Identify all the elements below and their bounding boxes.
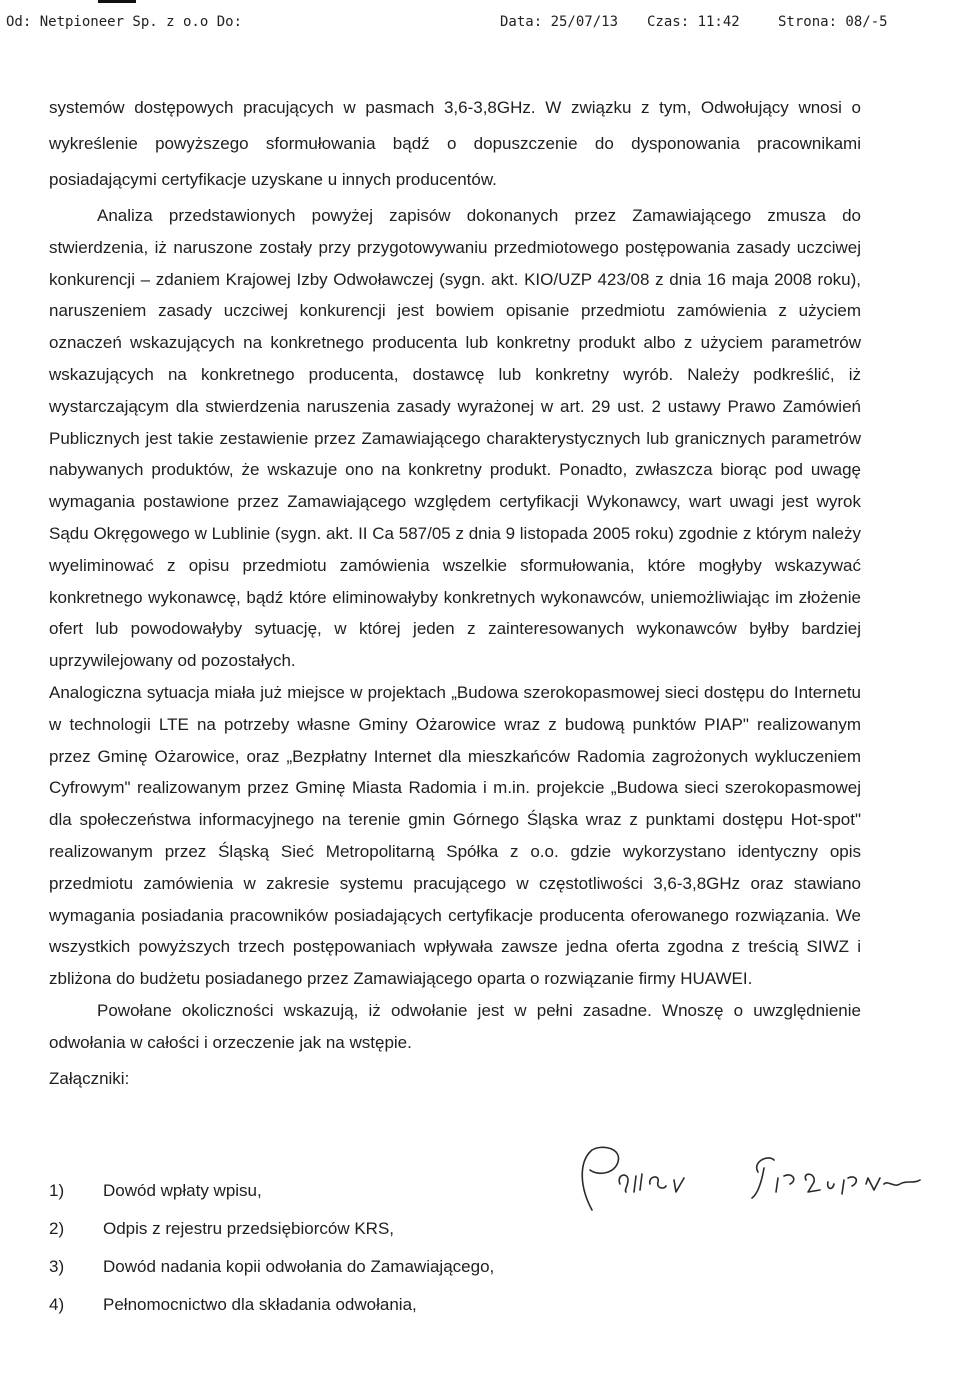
list-item bbox=[49, 1210, 494, 1248]
list-item-number: 2) bbox=[49, 1219, 65, 1238]
list-item-text: Odpis z rejestru przedsiębiorców KRS, bbox=[103, 1219, 395, 1238]
fax-header bbox=[0, 14, 960, 36]
handwritten-signature bbox=[562, 1140, 932, 1220]
fax-edge-mark bbox=[98, 0, 136, 3]
list-item-text: Dowód nadania kopii odwołania do Zamawiającego, bbox=[103, 1257, 495, 1276]
list-item-number: 1) bbox=[49, 1181, 65, 1200]
list-item bbox=[49, 1172, 494, 1210]
attachments-heading: Załączniki: bbox=[49, 1068, 130, 1088]
paragraph-analogous: Analogiczna sytuacja miała już miejsce w projektach „Budowa szerokopasmowej sieci dostępu do Internetu w technologii LTE na potrzeby własne Gminy Ożarowice wraz z budową punktów PIAP" realizowanym przez Gminę Ożarowice, oraz „Bezpłatny Internet dla mieszkańców Radomia zagrożonych wykluczeniem Cyfrowym" realizowanym przez Gminę Miasta Radomia i m.in. projekcie „Budowa sieci szerokopasmowej dla społeczeństwa informacyjnego na terenie gmin Górnego Śląska wraz z punktami dostępu Hot-spot" realizowanym przez Śląską Sieć Metropolitarną Spółka z o.o. gdzie wykorzystano identyczny opis przedmiotu zamówienia w zakresie systemu pracującego w częstotliwości 3,6-3,8GHz oraz stawiano wymagania posiadania pracowników posiadających certyfikacje producenta oferowanego rozwiązania. We wszystkich powyższych trzech postępowaniach wpływała zawsze jedna oferta zgodna z treścią SIWZ i zbliżona do budżetu posiadanego przez Zamawiającego oparta o rozwiązanie firmy HUAWEI. bbox=[49, 682, 861, 989]
paragraph-analysis: Analiza przedstawionych powyżej zapisów dokonanych przez Zamawiającego zmusza do stwierdzenia, iż naruszone zostały przy przygotowywaniu przedmiotowego postępowania zasady uczciwej konkurencji – zdaniem Krajowej Izby Odwoławczej (sygn. akt. KIO/UZP 423/08 z dnia 16 maja 2008 roku), naruszeniem zasady uczciwej konkurencji jest bowiem opisanie przedmiotu zamówienia z użyciem oznaczeń wskazujących na konkretnego producenta lub konkretny produkt albo z użyciem parametrów wskazujących na konkretnego producenta, dostawcę lub konkretny wyrób. Należy podkreślić, iż wystarczającym dla stwierdzenia naruszenia zasady wyrażonej w art. 29 ust. 2 ustawy Prawo Zamówień Publicznych jest takie zestawienie przez Zamawiającego charakterystycznych lub granicznych parametrów nabywanych produktów, że wskazuje ono na konkretny produkt. Ponadto, zwłaszcza biorąc pod uwagę wymagania postawione przez Zamawiającego względem certyfikacji Wykonawcy, wart uwagi jest wyrok Sądu Okręgowego w Lublinie (sygn. akt. II Ca 587/05 z dnia 9 listopada 2005 roku) zgodnie z którym należy wyeliminować z opisu przedmiotu zamówienia wszelkie sformułowania, które mogłyby wskazywać konkretnego wykonawcę, bądź które eliminowałyby konkretnych wykonawców, uniemożliwiając im złożenie ofert lub powodowałyby sytuację, w której jeden z zainteresowanych wykonawców byłby bardziej uprzywilejowany od pozostałych. bbox=[49, 206, 861, 671]
attachments-list bbox=[49, 1172, 494, 1324]
fax-header-page: Strona: 08/-5 bbox=[778, 14, 888, 30]
list-item-number: 4) bbox=[49, 1295, 65, 1314]
list-item-text: Pełnomocnictwo dla składania odwołania, bbox=[103, 1295, 417, 1314]
fax-header-date: Data: 25/07/13 bbox=[500, 14, 619, 30]
signature-drawing bbox=[562, 1140, 932, 1220]
list-item-text: Dowód wpłaty wpisu, bbox=[103, 1181, 262, 1200]
paragraph-conclusion: Powołane okoliczności wskazują, iż odwołanie jest w pełni zasadne. Wnoszę o uwzględnienie odwołania w całości i orzeczenie jak na wstępie. bbox=[49, 1000, 861, 1052]
list-item-number: 3) bbox=[49, 1257, 65, 1276]
fax-header-time: Czas: 11:42 bbox=[647, 14, 740, 30]
list-item bbox=[49, 1248, 494, 1286]
paragraph-continuation: systemów dostępowych pracujących w pasmach 3,6-3,8GHz. W związku z tym, Odwołujący wnosi o wykreślenie powyższego sformułowania bądź o dopuszczenie do dysponowania pracownikami posiadającymi certyfikacje uzyskane u innych producentów. bbox=[49, 98, 861, 189]
document-body bbox=[49, 90, 861, 1094]
list-item bbox=[49, 1286, 494, 1324]
fax-header-from: Od: Netpioneer Sp. z o.o Do: bbox=[6, 14, 243, 30]
